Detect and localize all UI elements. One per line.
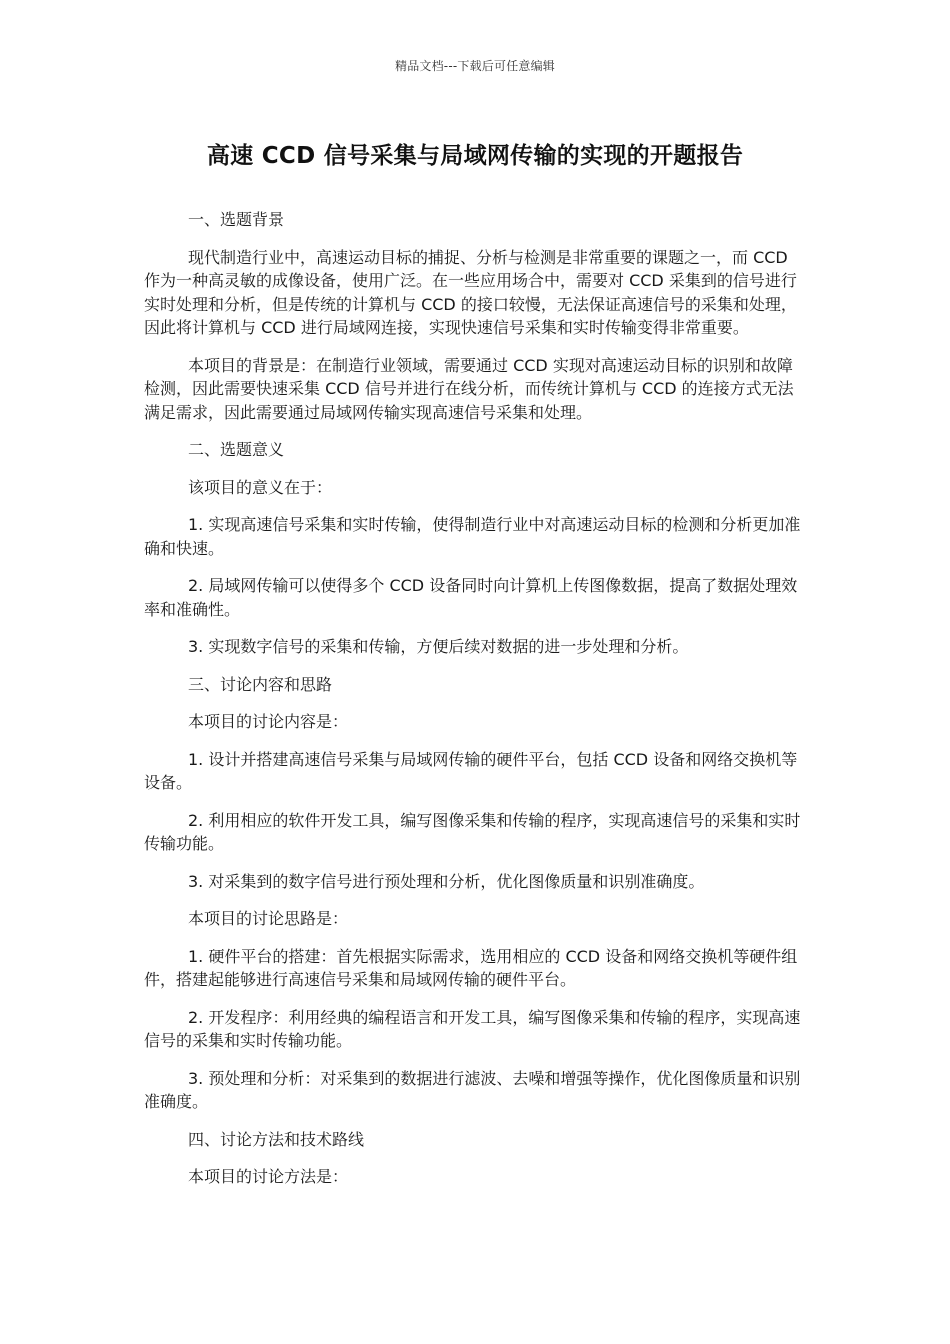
paragraph: 本项目的讨论方法是： bbox=[188, 1167, 349, 1186]
paragraph: 本项目的讨论思路是： bbox=[188, 909, 349, 928]
list-item: 1. 硬件平台的搭建：首先根据实际需求，选用相应的 CCD 设备和网络交换机等硬件组件，搭建起能够进行高速信号采集和局域网传输的硬件平台。 bbox=[144, 946, 798, 989]
document-body bbox=[144, 208, 806, 1203]
document-title: 高速 CCD 信号采集与局域网传输的实现的开题报告 bbox=[206, 143, 744, 169]
list-item: 1. 实现高速信号采集和实时传输，使得制造行业中对高速运动目标的检测和分析更加准确和快速。 bbox=[144, 515, 801, 558]
list-item: 2. 开发程序：利用经典的编程语言和开发工具，编写图像采集和传输的程序，实现高速信号的采集和实时传输功能。 bbox=[144, 1007, 801, 1050]
list-item: 2. 局域网传输可以使得多个 CCD 设备同时向计算机上传图像数据，提高了数据处理效率和准确性。 bbox=[144, 576, 798, 619]
section-heading-content: 三、讨论内容和思路 bbox=[188, 674, 333, 694]
header-note: 精品文档---下载后可任意编辑 bbox=[395, 59, 555, 73]
list-item: 3. 实现数字信号的采集和传输，方便后续对数据的进一步处理和分析。 bbox=[188, 637, 689, 656]
paragraph: 本项目的讨论内容是： bbox=[188, 712, 349, 731]
list-item: 1. 设计并搭建高速信号采集与局域网传输的硬件平台，包括 CCD 设备和网络交换机等设备。 bbox=[144, 749, 798, 792]
paragraph: 本项目的背景是：在制造行业领域，需要通过 CCD 实现对高速运动目标的识别和故障检测，因此需要快速采集 CCD 信号并进行在线分析，而传统计算机与 CCD 的连接方式无法满足需求，因此需要通过局域网传输实现高速信号采集和处理。 bbox=[144, 355, 794, 422]
list-item: 3. 预处理和分析：对采集到的数据进行滤波、去噪和增强等操作，优化图像质量和识别准确度。 bbox=[144, 1068, 801, 1111]
paragraph: 现代制造行业中，高速运动目标的捕捉、分析与检测是非常重要的课题之一，而 CCD 作为一种高灵敏的成像设备，使用广泛。在一些应用场合中，需要对 CCD 采集到的信号进行实时处理和分析，但是传统的计算机与 CCD 的接口较慢，无法保证高速信号的采集和处理，因此将计算机与 CCD 进行局域网连接，实现快速信号采集和实时传输变得非常重要。 bbox=[144, 247, 797, 337]
paragraph: 该项目的意义在于： bbox=[188, 477, 333, 497]
section-heading-background: 一、选题背景 bbox=[188, 210, 285, 229]
list-item: 2. 利用相应的软件开发工具，编写图像采集和传输的程序，实现高速信号的采集和实时传输功能。 bbox=[144, 810, 801, 853]
list-item: 3. 对采集到的数字信号进行预处理和分析，优化图像质量和识别准确度。 bbox=[188, 871, 705, 891]
section-heading-methods: 四、讨论方法和技术路线 bbox=[188, 1129, 365, 1149]
section-heading-significance: 二、选题意义 bbox=[188, 440, 285, 459]
